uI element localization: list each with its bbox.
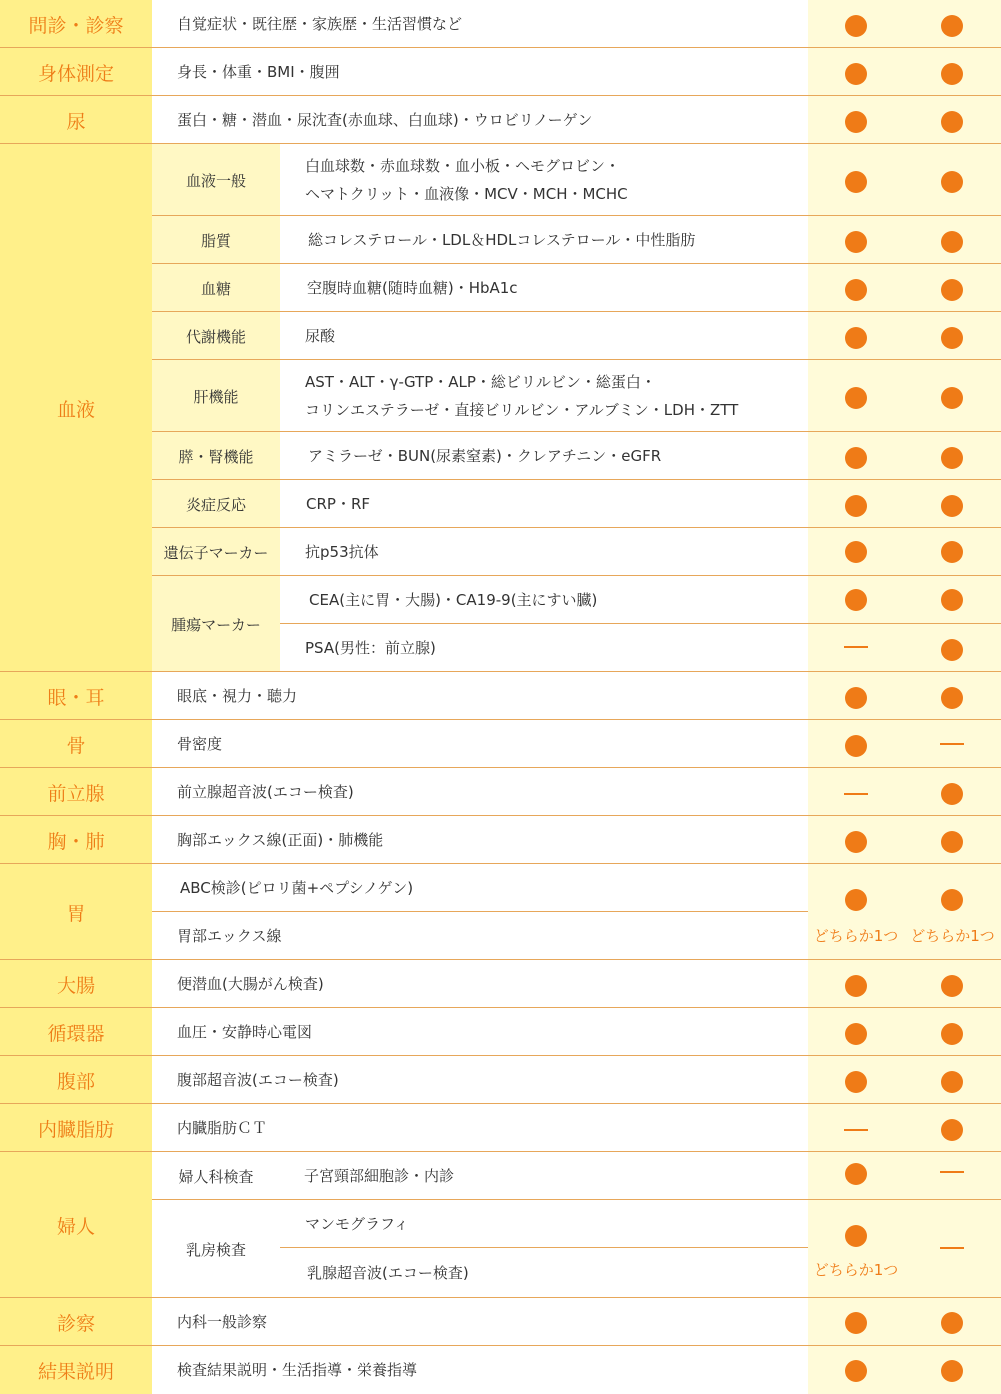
row-divider [152, 527, 1001, 528]
item-consultation [152, 1298, 808, 1346]
included-dot-icon [845, 387, 867, 409]
item-results [152, 1346, 808, 1394]
item-tumor-marker-cea [280, 576, 808, 624]
included-dot-icon [941, 1023, 963, 1045]
row-divider [152, 215, 1001, 216]
subcategory-liver [152, 360, 280, 432]
category-label: 尿 [66, 110, 86, 133]
item-text-line1: AST・ALT・γ-GTP・ALP・総ビリルビン・総蛋白・ [305, 373, 656, 391]
item-text: 胸部エックス線(正面)・肺機能 [177, 831, 384, 849]
item-bone [152, 720, 808, 768]
either-one-note-a [808, 925, 904, 947]
not-included-dash-icon [844, 646, 868, 648]
category-label: 腹部 [56, 1070, 95, 1093]
included-dot-icon [845, 1312, 867, 1334]
category-blood [0, 144, 152, 672]
included-dot-icon [941, 639, 963, 661]
row-divider [0, 959, 1001, 960]
subcategory-label: 遺伝子マーカー [163, 543, 269, 562]
subcategory-label: 乳房検査 [185, 1240, 246, 1259]
item-stomach-xray [152, 912, 808, 960]
category-women [0, 1152, 152, 1298]
included-dot-icon [845, 447, 867, 469]
category-interview [0, 0, 152, 48]
row-divider [152, 263, 1001, 264]
included-dot-icon [845, 889, 867, 911]
category-eye-ear [0, 672, 152, 720]
included-dot-icon [941, 831, 963, 853]
item-text: 乳腺超音波(エコー検査) [307, 1264, 469, 1282]
item-text: 空腹時血糖(随時血糖)・HbA1c [307, 279, 518, 297]
included-dot-icon [845, 1071, 867, 1093]
item-mammography [280, 1200, 808, 1248]
included-dot-icon [941, 1312, 963, 1334]
item-text: 眼底・視力・聴力 [177, 687, 298, 705]
category-label: 胸・肺 [47, 830, 105, 853]
category-label: 胃 [66, 902, 86, 925]
category-chest-lung [0, 816, 152, 864]
row-divider [0, 1007, 1001, 1008]
row-divider [0, 95, 1001, 96]
subcategory-breast [152, 1200, 280, 1298]
category-label: 婦人 [56, 1215, 95, 1238]
category-label: 大腸 [56, 974, 95, 997]
item-colon [152, 960, 808, 1008]
row-divider [0, 1055, 1001, 1056]
not-included-dash-icon [940, 1171, 964, 1173]
item-urine [152, 96, 808, 144]
item-text: 腹部超音波(エコー検査) [177, 1071, 339, 1089]
included-dot-icon [845, 541, 867, 563]
subcategory-label: 代謝機能 [185, 327, 246, 346]
subcategory-gene-marker [152, 528, 280, 576]
item-metabolic [280, 312, 808, 360]
included-dot-icon [941, 1119, 963, 1141]
included-dot-icon [845, 171, 867, 193]
item-text: 内科一般診察 [177, 1313, 268, 1331]
row-divider [0, 1151, 1001, 1152]
row-divider [0, 671, 1001, 672]
item-text: 内臓脂肪ＣＴ [177, 1119, 268, 1137]
subcategory-lipid [152, 216, 280, 264]
item-blood-general [280, 144, 808, 216]
category-consultation [0, 1298, 152, 1346]
row-divider [280, 623, 1001, 624]
row-divider [0, 1103, 1001, 1104]
included-dot-icon [845, 231, 867, 253]
included-dot-icon [941, 589, 963, 611]
row-divider [152, 431, 1001, 432]
included-dot-icon [941, 783, 963, 805]
item-inflammation [280, 480, 808, 528]
item-text-line2: ヘマトクリット・血液像・MCV・MCH・MCHC [305, 185, 628, 203]
item-text: ABC検診(ピロリ菌+ペプシノゲン) [180, 879, 414, 897]
subcategory-tumor-marker [152, 576, 280, 672]
item-text: 便潜血(大腸がん検査) [177, 975, 324, 993]
category-label: 骨 [66, 734, 86, 757]
subcategory-gynecology [152, 1152, 280, 1200]
included-dot-icon [845, 589, 867, 611]
not-included-dash-icon [844, 793, 868, 795]
item-text: CRP・RF [306, 495, 370, 513]
row-divider [0, 1297, 1001, 1298]
item-text: マンモグラフィ [305, 1215, 409, 1233]
item-tumor-marker-psa [280, 624, 808, 672]
category-circulatory [0, 1008, 152, 1056]
subcategory-blood-general [152, 144, 280, 216]
included-dot-icon [941, 231, 963, 253]
note-text: どちらか1つ [813, 927, 899, 945]
category-visceral-fat [0, 1104, 152, 1152]
category-stomach [0, 864, 152, 960]
item-interview [152, 0, 808, 48]
subcategory-label: 脂質 [200, 231, 231, 250]
included-dot-icon [941, 541, 963, 563]
item-text: 尿酸 [305, 327, 336, 345]
included-dot-icon [941, 327, 963, 349]
included-dot-icon [941, 447, 963, 469]
subcategory-label: 炎症反応 [185, 495, 246, 514]
included-dot-icon [941, 111, 963, 133]
item-text-line2: コリンエステラーゼ・直接ビリルビン・アルブミン・LDH・ZTT [305, 401, 739, 419]
not-included-dash-icon [940, 743, 964, 745]
included-dot-icon [941, 687, 963, 709]
category-label: 内臓脂肪 [37, 1118, 114, 1141]
item-breast-ultrasound [280, 1248, 808, 1298]
included-dot-icon [845, 15, 867, 37]
category-colon [0, 960, 152, 1008]
included-dot-icon [941, 387, 963, 409]
item-text: 抗p53抗体 [305, 543, 379, 561]
included-dot-icon [845, 63, 867, 85]
included-dot-icon [941, 171, 963, 193]
category-label: 眼・耳 [47, 686, 105, 709]
item-liver [280, 360, 808, 432]
category-results [0, 1346, 152, 1394]
item-abdomen [152, 1056, 808, 1104]
item-gene-marker [280, 528, 808, 576]
item-blood-sugar [280, 264, 808, 312]
item-text: 子宮頸部細胞診・内診 [304, 1167, 455, 1185]
included-dot-icon [845, 1163, 867, 1185]
subcategory-label: 膵・腎機能 [178, 447, 254, 466]
subcategory-inflammation [152, 480, 280, 528]
row-divider [152, 359, 1001, 360]
category-label: 循環器 [47, 1022, 105, 1045]
row-divider [152, 311, 1001, 312]
row-divider [0, 1345, 1001, 1346]
included-dot-icon [845, 687, 867, 709]
included-dot-icon [941, 279, 963, 301]
included-dot-icon [941, 975, 963, 997]
item-text: 血圧・安静時心電図 [177, 1023, 313, 1041]
either-one-note-b [904, 925, 1001, 947]
item-eye-ear [152, 672, 808, 720]
category-label: 前立腺 [47, 782, 105, 805]
included-dot-icon [941, 495, 963, 517]
included-dot-icon [941, 889, 963, 911]
item-text: 身長・体重・BMI・腹囲 [177, 63, 340, 81]
included-dot-icon [845, 279, 867, 301]
item-text: 蛋白・糖・潜血・尿沈査(赤血球、白血球)・ウロビリノーゲン [177, 111, 593, 129]
subcategory-blood-sugar [152, 264, 280, 312]
not-included-dash-icon [844, 1129, 868, 1131]
category-label: 身体測定 [37, 62, 114, 85]
row-divider [0, 767, 1001, 768]
item-text: 総コレステロール・LDL＆HDLコレステロール・中性脂肪 [308, 231, 696, 249]
category-label: 問診・診察 [28, 14, 124, 37]
item-lipid [280, 216, 808, 264]
row-divider [152, 575, 1001, 576]
category-label: 診察 [56, 1312, 95, 1335]
included-dot-icon [941, 1071, 963, 1093]
included-dot-icon [845, 831, 867, 853]
subcategory-metabolic [152, 312, 280, 360]
row-divider [0, 863, 1001, 864]
note-text: どちらか1つ [910, 927, 995, 945]
category-bone [0, 720, 152, 768]
subcategory-label: 腫瘍マーカー [171, 615, 261, 634]
subcategory-label: 血液一般 [185, 171, 246, 190]
item-prostate [152, 768, 808, 816]
row-divider [152, 479, 1001, 480]
included-dot-icon [941, 63, 963, 85]
item-text: 骨密度 [177, 735, 223, 753]
item-text: CEA(主に胃・大腸)・CA19-9(主にすい臓) [309, 591, 598, 609]
course-columns [808, 0, 1001, 1394]
item-text: PSA(男性：前立腺) [305, 639, 436, 657]
category-urine [0, 96, 152, 144]
row-divider [152, 911, 808, 912]
included-dot-icon [941, 15, 963, 37]
item-text: アミラーゼ・BUN(尿素窒素)・クレアチニン・eGFR [308, 447, 662, 465]
either-one-note-breast [808, 1259, 904, 1281]
item-text: 前立腺超音波(エコー検査) [177, 783, 354, 801]
row-divider [0, 143, 1001, 144]
item-circulatory [152, 1008, 808, 1056]
not-included-dash-icon [940, 1247, 964, 1249]
included-dot-icon [845, 735, 867, 757]
included-dot-icon [845, 111, 867, 133]
category-label: 結果説明 [37, 1360, 114, 1383]
subcategory-label: 血糖 [200, 279, 231, 298]
subcategory-pancreas-kidney [152, 432, 280, 480]
category-prostate [0, 768, 152, 816]
included-dot-icon [845, 1225, 867, 1247]
item-text: 胃部エックス線 [177, 927, 282, 945]
subcategory-label: 婦人科検査 [178, 1167, 254, 1186]
item-body-measurement [152, 48, 808, 96]
row-divider [0, 719, 1001, 720]
category-body-measurement [0, 48, 152, 96]
row-divider [152, 1199, 1001, 1200]
included-dot-icon [845, 327, 867, 349]
item-gynecology [280, 1152, 808, 1200]
included-dot-icon [845, 1023, 867, 1045]
row-divider [0, 815, 1001, 816]
item-text: 検査結果説明・生活指導・栄養指導 [177, 1361, 418, 1379]
note-text: どちらか1つ [813, 1261, 899, 1279]
included-dot-icon [845, 1360, 867, 1382]
category-abdomen [0, 1056, 152, 1104]
included-dot-icon [941, 1360, 963, 1382]
item-text-line1: 白血球数・赤血球数・血小板・ヘモグロビン・ [305, 157, 621, 175]
item-visceral-fat [152, 1104, 808, 1152]
included-dot-icon [845, 495, 867, 517]
subcategory-label: 肝機能 [193, 387, 239, 406]
item-chest-lung [152, 816, 808, 864]
item-stomach-abc [152, 864, 808, 912]
category-label: 血液 [56, 398, 95, 421]
item-text: 自覚症状・既往歴・家族歴・生活習慣など [177, 15, 463, 33]
included-dot-icon [845, 975, 867, 997]
row-divider [280, 1247, 808, 1248]
row-divider [0, 47, 1001, 48]
item-pancreas-kidney [280, 432, 808, 480]
